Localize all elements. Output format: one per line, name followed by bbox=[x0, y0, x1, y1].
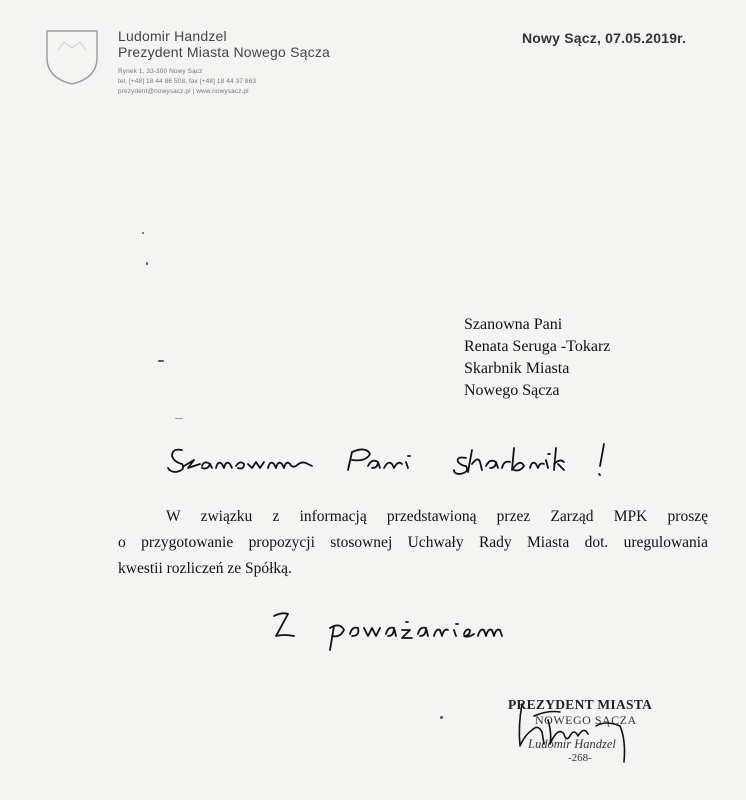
body-line: kwestii rozliczeń ze Spółką. bbox=[118, 560, 292, 577]
letter-body bbox=[118, 504, 708, 582]
signature bbox=[508, 696, 648, 766]
scan-speck bbox=[142, 232, 144, 234]
city-crest-icon bbox=[44, 28, 100, 86]
letterhead-title: Prezydent Miasta Nowego Sącza bbox=[118, 44, 331, 60]
scan-speck bbox=[158, 360, 164, 362]
letterhead-address: Rynek 1, 33-300 Nowy Sącz bbox=[118, 68, 203, 75]
letterhead-name: Ludomir Handzel bbox=[118, 28, 227, 44]
recipient-city: Nowego Sącza bbox=[464, 382, 560, 399]
letter-date: Nowy Sącz, 07.05.2019r. bbox=[522, 30, 687, 46]
body-line: W związku z informacją przedstawioną przez Zarząd MPK proszę bbox=[166, 508, 708, 525]
recipient-name: Renata Seruga -Tokarz bbox=[464, 338, 611, 355]
body-line: o przygotowanie propozycji stosownej Uchwały Rady Miasta dot. uregulowania bbox=[118, 534, 708, 551]
scan-speck bbox=[440, 716, 443, 719]
recipient-block bbox=[464, 314, 610, 402]
letterhead-phone: tel. [+48] 18 44 86 508, fax [+48] 18 44 37 863 bbox=[118, 78, 257, 85]
stamp-subtitle: NOWEGO SĄCZA bbox=[535, 713, 637, 727]
scan-speck bbox=[146, 262, 148, 265]
recipient-line: Szanowna Pani bbox=[464, 316, 563, 333]
handwritten-closing bbox=[268, 608, 558, 652]
stamp-title: PREZYDENT MIASTA bbox=[508, 697, 653, 712]
letterhead-contact: prezydent@nowysacz.pl | www.nowysacz.pl bbox=[118, 88, 249, 95]
stamp-name: Ludomir Handzel bbox=[528, 737, 616, 751]
handwritten-greeting bbox=[160, 436, 660, 486]
recipient-position: Skarbnik Miasta bbox=[464, 360, 570, 377]
scan-speck bbox=[175, 418, 183, 419]
stamp-number: -268- bbox=[568, 752, 592, 764]
